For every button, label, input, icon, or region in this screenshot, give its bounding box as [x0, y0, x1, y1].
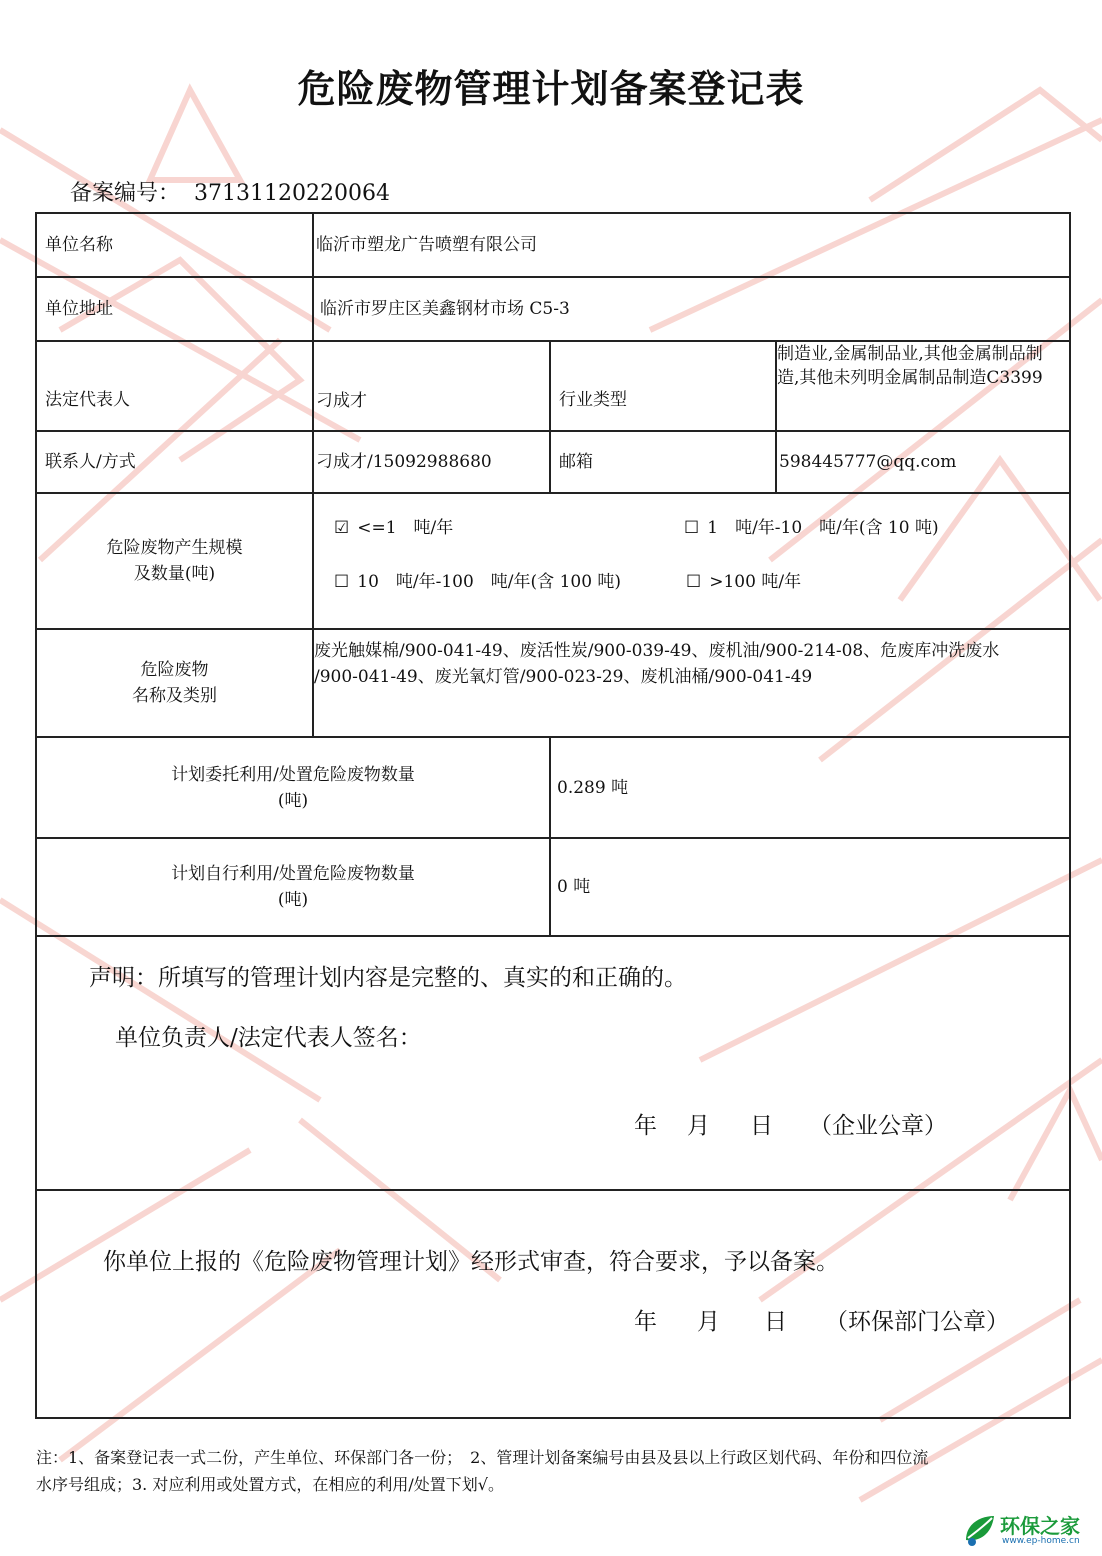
- logo-url: www.ep-home.cn: [1002, 1536, 1080, 1546]
- waste-label: [36, 629, 313, 737]
- authority-seal-label: （环保部门公章）: [825, 1309, 1009, 1335]
- logo-name: 环保之家: [1000, 1514, 1080, 1538]
- scale-option-2[interactable]: [684, 515, 939, 541]
- day-label: 日: [750, 1113, 773, 1139]
- contact-label: 联系人/方式: [36, 431, 313, 493]
- legal-rep-value: 刁成才: [313, 341, 550, 431]
- month-label: 月: [697, 1309, 720, 1335]
- scale-label-line1: 危险废物产生规模: [106, 538, 243, 558]
- self-value: 0 吨: [550, 838, 1070, 936]
- site-logo: [962, 1510, 1098, 1552]
- footnote-line-2: 水序号组成；3. 对应利用或处置方式，在相应的利用/处置下划√。: [36, 1475, 504, 1494]
- unit-name-value: 临沂市塑龙广告喷塑有限公司: [313, 213, 1070, 277]
- scale-option-1-text: <=1 吨/年: [357, 518, 454, 538]
- entrusted-label: [36, 737, 550, 838]
- authority-date-seal: [634, 1309, 1009, 1335]
- scale-label: [36, 493, 313, 629]
- industry-label: 行业类型: [550, 341, 776, 431]
- self-label: [36, 838, 550, 936]
- contact-value: 刁成才/15092988680: [313, 431, 550, 493]
- industry-value: 制造业,金属制品业,其他金属制品制造,其他未列明金属制品制造C3399: [776, 341, 1070, 431]
- checkbox-checked-icon[interactable]: ☑: [334, 518, 350, 538]
- scale-option-2-text: 1 吨/年-10 吨/年(含 10 吨): [707, 518, 939, 538]
- waste-value: [313, 629, 1070, 737]
- entrusted-label-line2: (吨): [277, 790, 309, 811]
- unit-address-value: 临沂市罗庄区美鑫钢材市场 C5-3: [313, 277, 1070, 341]
- scale-option-3[interactable]: [334, 569, 621, 595]
- email-label: 邮箱: [550, 431, 776, 493]
- registration-form: [35, 212, 1071, 1419]
- scale-option-1[interactable]: [334, 515, 453, 541]
- month-label: 月: [687, 1113, 710, 1139]
- waste-label-line1: 危险废物: [140, 660, 209, 680]
- scale-options: [313, 493, 1070, 629]
- self-label-line2: (吨): [277, 890, 309, 910]
- checkbox-unchecked-icon[interactable]: ☐: [686, 572, 702, 592]
- enterprise-seal-label: （企业公章）: [809, 1113, 947, 1139]
- footnote-line-1: 注：1、备案登记表一式二份，产生单位、环保部门各一份； 2、管理计划备案编号由县及县以上行政区划代码、年份和四位流: [36, 1448, 929, 1467]
- leaf-logo-icon: [962, 1512, 998, 1548]
- approval-section: [36, 1190, 1070, 1418]
- email-value: 598445777@qq.com: [776, 431, 1070, 493]
- entrusted-label-line1: 计划委托利用/处置危险废物数量: [171, 764, 415, 785]
- declaration-text: 声明：所填写的管理计划内容是完整的、真实的和正确的。: [89, 965, 687, 991]
- checkbox-unchecked-icon[interactable]: ☐: [684, 518, 700, 538]
- scale-option-4[interactable]: [686, 569, 801, 595]
- scale-option-4-text: >100 吨/年: [709, 572, 802, 592]
- unit-name-label: 单位名称: [36, 213, 313, 277]
- year-label: 年: [634, 1113, 657, 1139]
- waste-label-line2: 名称及类别: [132, 686, 217, 706]
- approval-text: 你单位上报的《危险废物管理计划》经形式审查，符合要求，予以备案。: [103, 1249, 839, 1275]
- enterprise-date-seal: [634, 1113, 947, 1139]
- record-number-label: 备案编号：: [70, 181, 181, 206]
- record-number-value: 37131120220064: [194, 181, 390, 206]
- day-label: 日: [764, 1309, 787, 1335]
- signature-label[interactable]: 单位负责人/法定代表人签名：: [115, 1025, 422, 1051]
- scale-option-3-text: 10 吨/年-100 吨/年(含 100 吨): [357, 572, 622, 592]
- unit-address-label: 单位地址: [36, 277, 313, 341]
- page-title: 危险废物管理计划备案登记表: [297, 67, 805, 111]
- self-label-line1: 计划自行利用/处置危险废物数量: [171, 864, 415, 884]
- waste-line-1: 废光触媒棉/900-041-49、废活性炭/900-039-49、废机油/900-214-08、危废库冲洗废水: [314, 641, 1000, 661]
- entrusted-value: 0.289 吨: [550, 737, 1070, 838]
- checkbox-unchecked-icon[interactable]: ☐: [334, 572, 350, 592]
- declaration-section: [36, 936, 1070, 1190]
- footnote: [36, 1444, 1070, 1498]
- scale-label-line2: 及数量(吨): [133, 564, 216, 584]
- record-number: [70, 176, 390, 207]
- year-label: 年: [634, 1309, 657, 1335]
- waste-line-2: /900-041-49、废光氧灯管/900-023-29、废机油桶/900-041-49: [314, 667, 813, 687]
- legal-rep-label: 法定代表人: [36, 341, 313, 431]
